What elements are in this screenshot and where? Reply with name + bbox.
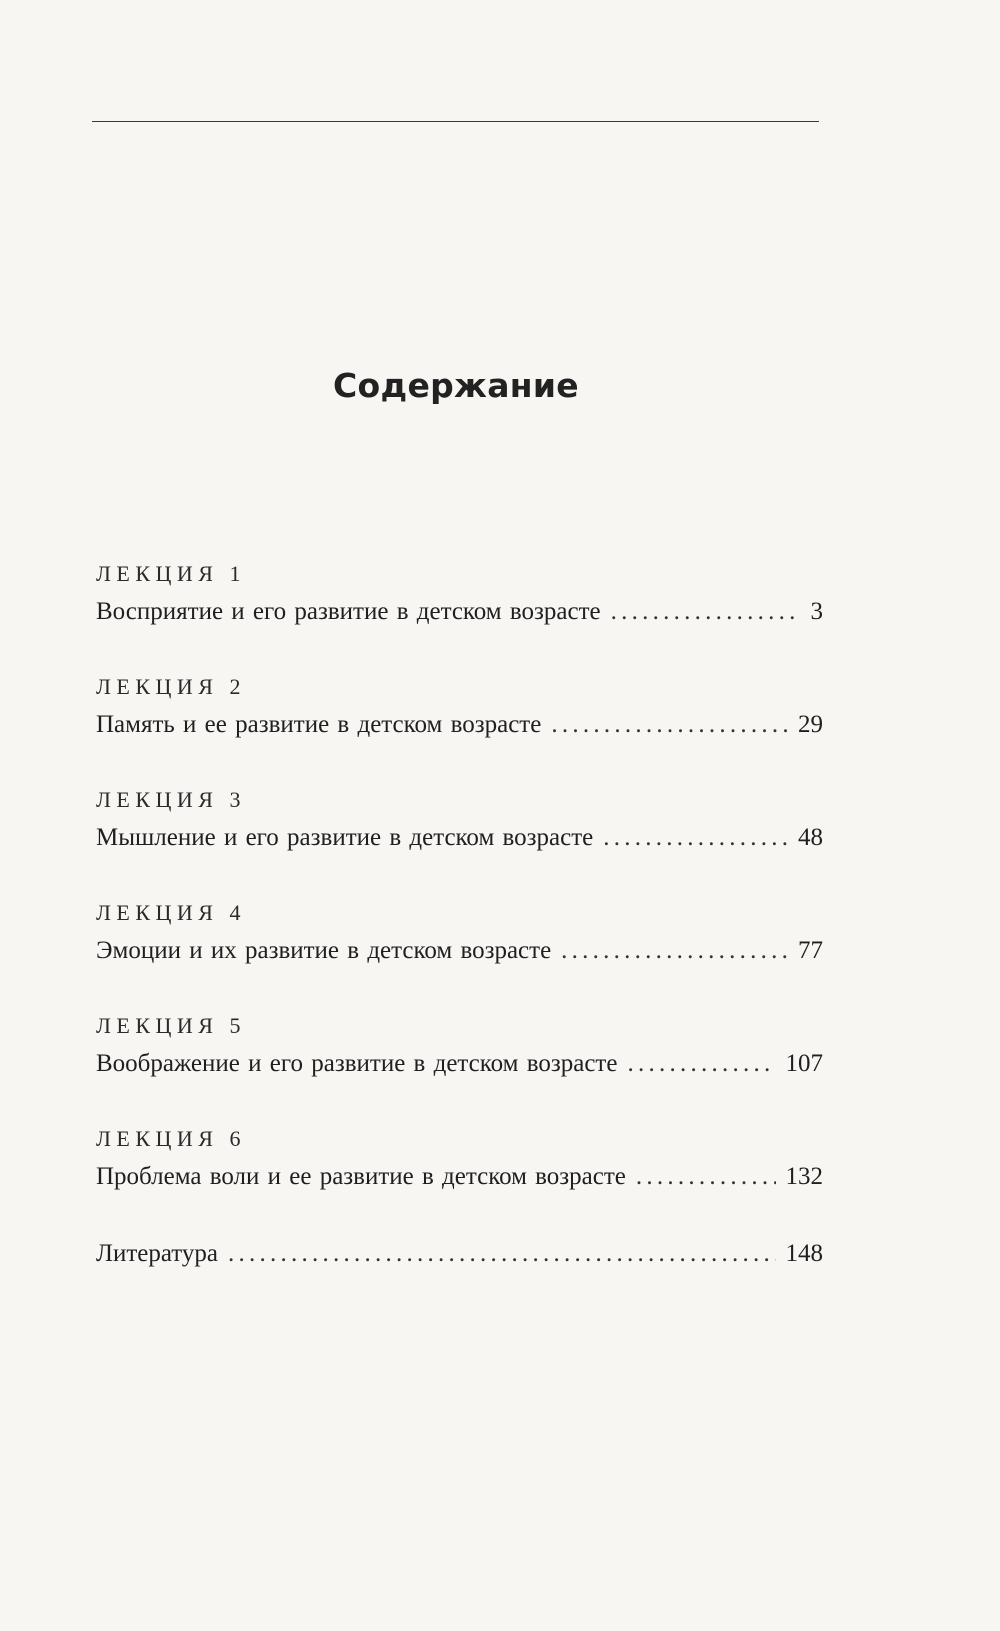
toc-page-number: 148 xyxy=(785,1240,823,1267)
toc-entry-lecture-1 xyxy=(96,561,823,674)
dot-leader xyxy=(611,597,801,627)
toc-line[interactable] xyxy=(96,823,823,853)
lecture-label: ЛЕКЦИЯ 3 xyxy=(96,787,246,812)
toc-title: Литература xyxy=(96,1240,218,1267)
toc-entry-lecture-5 xyxy=(96,1013,823,1126)
toc-line[interactable] xyxy=(96,1049,823,1079)
toc-page-number: 132 xyxy=(785,1163,823,1190)
toc-entry-lecture-6 xyxy=(96,1126,823,1239)
toc-entry-lecture-3 xyxy=(96,787,823,900)
dot-leader xyxy=(636,1162,776,1192)
dot-leader xyxy=(627,1049,775,1079)
table-of-contents xyxy=(96,561,823,1269)
toc-line[interactable] xyxy=(96,1239,823,1269)
toc-line[interactable] xyxy=(96,710,823,740)
toc-line[interactable] xyxy=(96,597,823,627)
toc-page-number: 3 xyxy=(810,598,823,625)
toc-page-number: 107 xyxy=(785,1050,823,1077)
toc-entry-lecture-4 xyxy=(96,900,823,1013)
dot-leader xyxy=(603,823,788,853)
lecture-label: ЛЕКЦИЯ 5 xyxy=(96,1013,246,1038)
toc-page-number: 77 xyxy=(798,937,823,964)
lecture-label: ЛЕКЦИЯ 6 xyxy=(96,1126,246,1151)
toc-title: Мышление и его развитие в детском возрасте xyxy=(96,824,594,851)
page-title: Содержание xyxy=(333,366,579,405)
toc-page-number: 48 xyxy=(798,824,823,851)
toc-title: Проблема воли и ее развитие в детском возрасте xyxy=(96,1163,626,1190)
dot-leader xyxy=(551,710,788,740)
lecture-label: ЛЕКЦИЯ 1 xyxy=(96,561,246,586)
toc-line[interactable] xyxy=(96,1162,823,1192)
lecture-label: ЛЕКЦИЯ 4 xyxy=(96,900,246,925)
toc-title: Эмоции и их развитие в детском возрасте xyxy=(96,937,552,964)
top-rule xyxy=(92,121,819,122)
dot-leader xyxy=(561,936,788,966)
dot-leader xyxy=(228,1239,776,1269)
toc-page-number: 29 xyxy=(798,711,823,738)
toc-title: Память и ее развитие в детском возрасте xyxy=(96,711,542,738)
toc-line[interactable] xyxy=(96,936,823,966)
toc-title: Восприятие и его развитие в детском возрасте xyxy=(96,598,601,625)
toc-entry-lecture-2 xyxy=(96,674,823,787)
toc-title: Воображение и его развитие в детском возрасте xyxy=(96,1050,618,1077)
toc-entry-literature xyxy=(96,1239,823,1269)
lecture-label: ЛЕКЦИЯ 2 xyxy=(96,674,246,699)
